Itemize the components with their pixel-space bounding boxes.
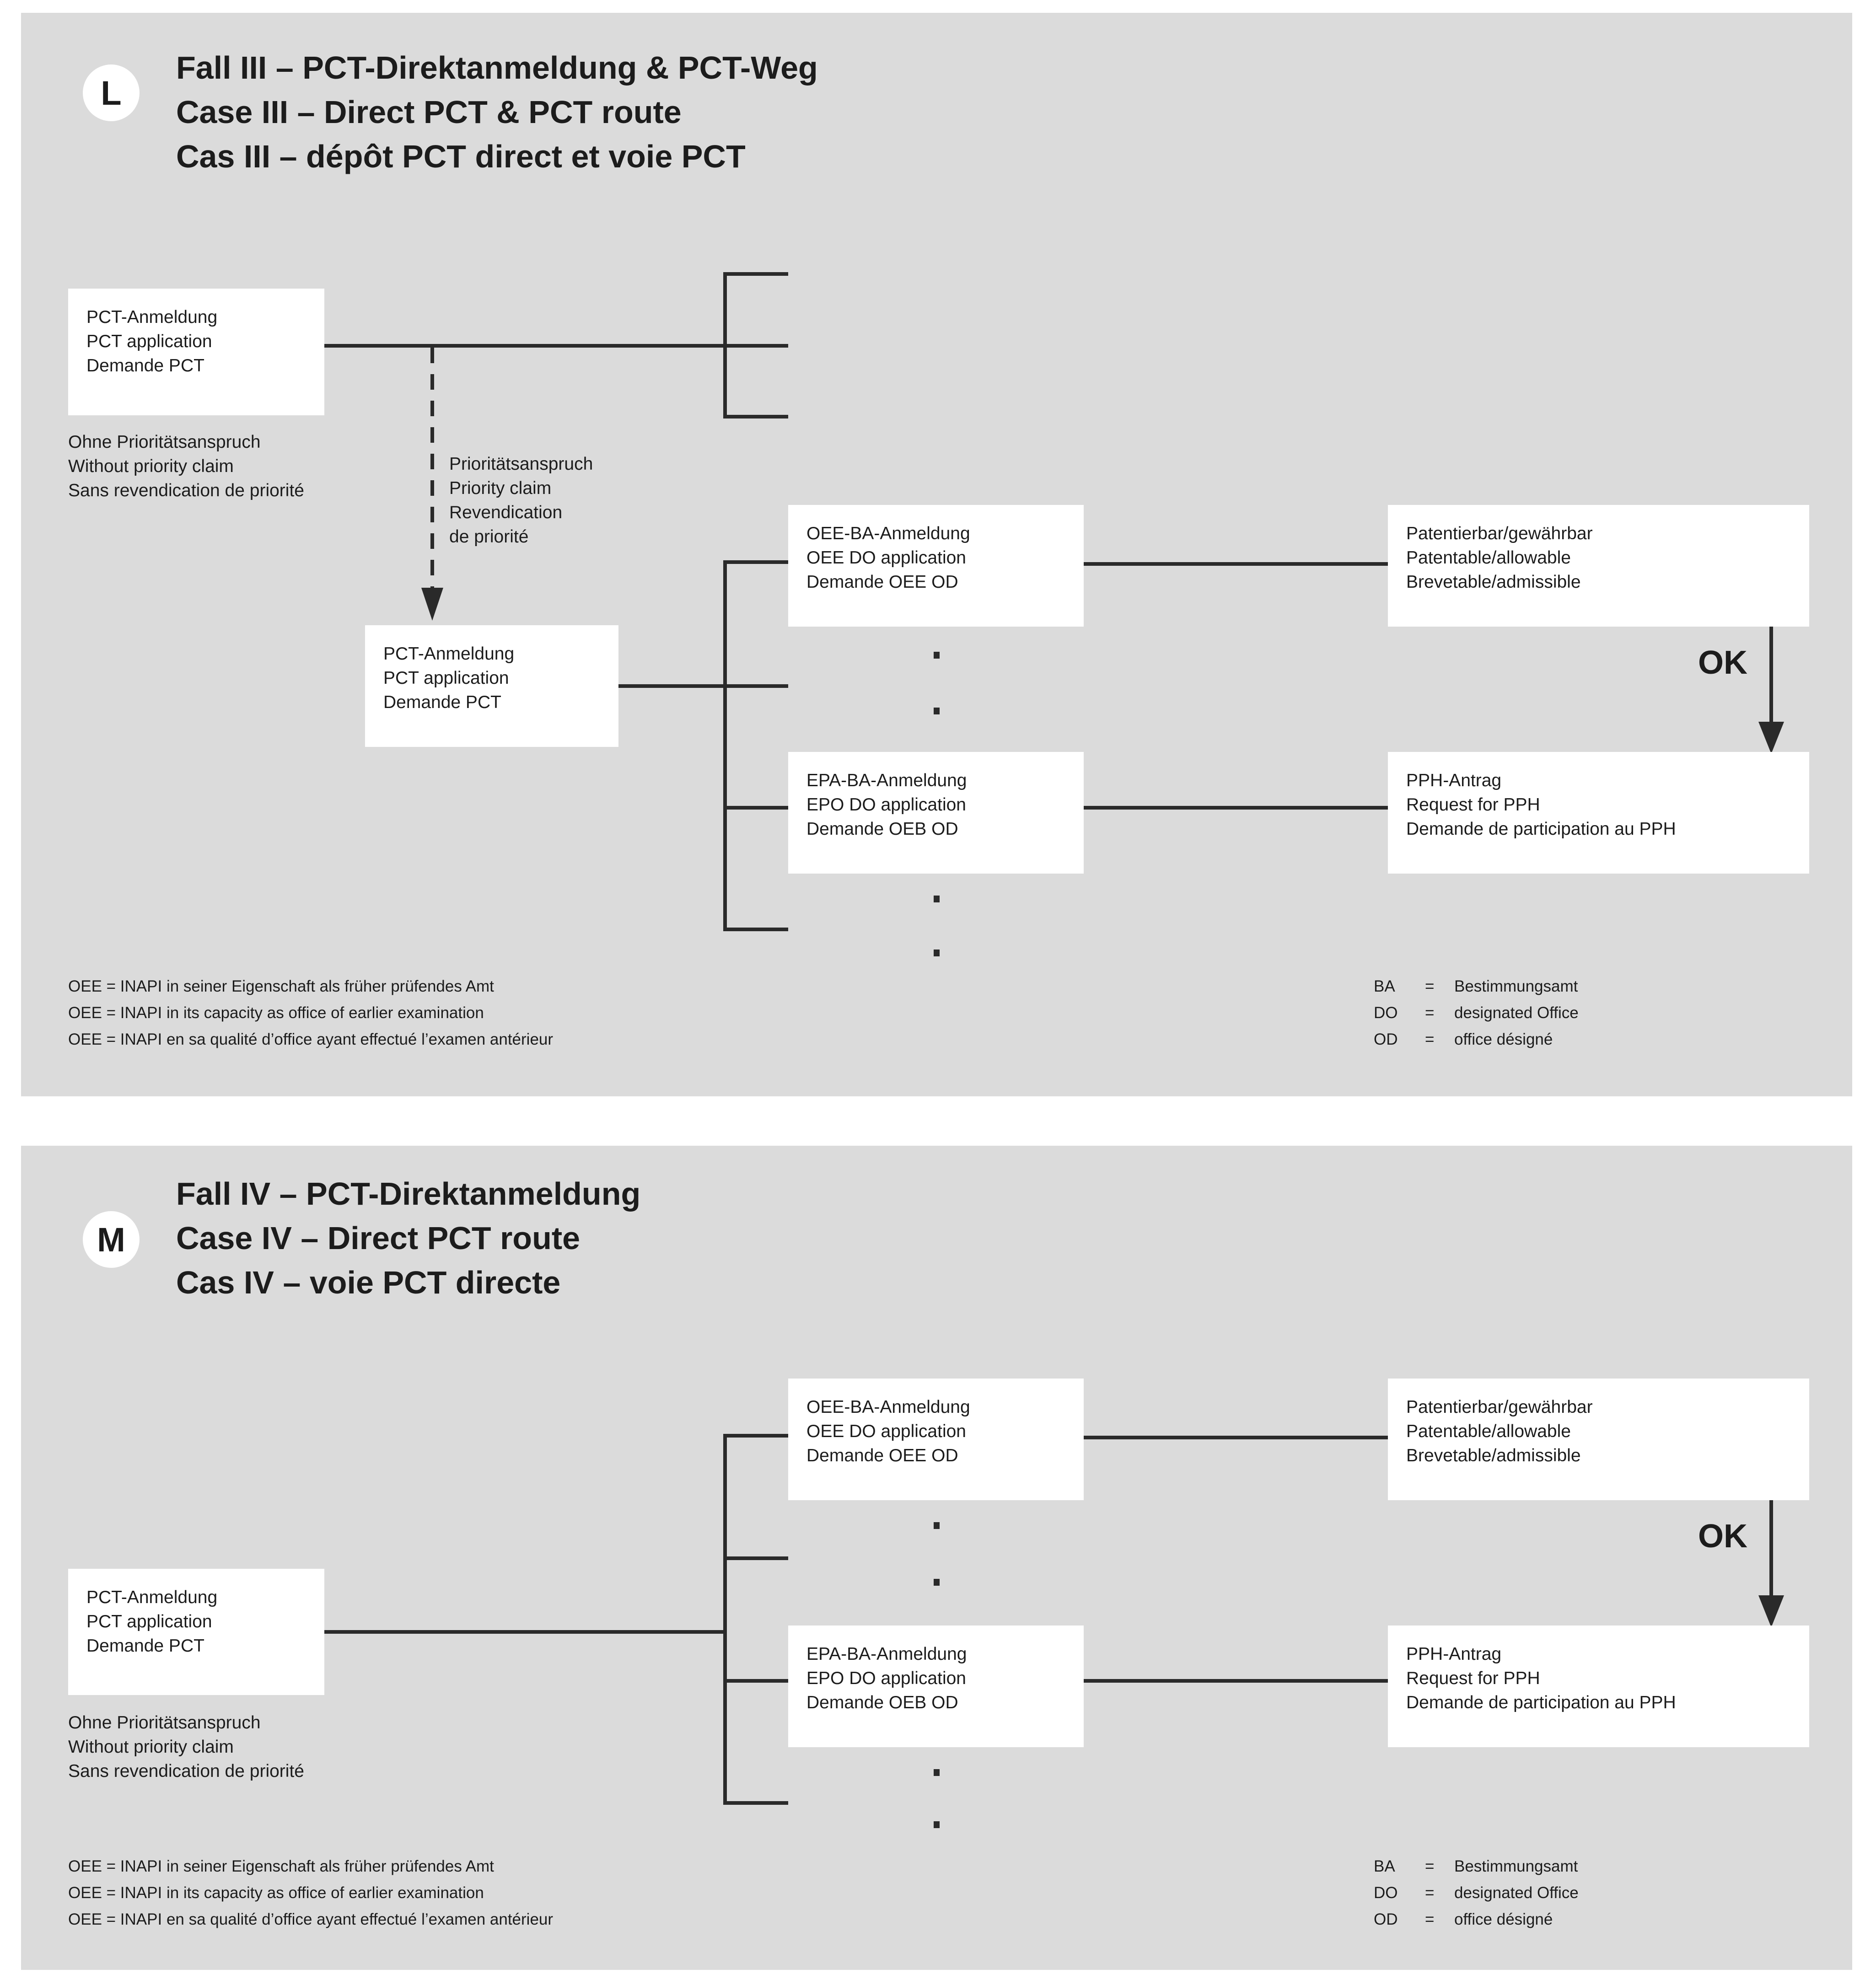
title-line-fr: Cas III – dépôt PCT direct et voie PCT [176, 139, 746, 174]
abbr: DO [1374, 1884, 1398, 1902]
equals-sign: = [1425, 1910, 1435, 1928]
text-line: Patentierbar/gewährbar [1406, 1397, 1593, 1417]
patentable-box-l [1388, 505, 1809, 627]
oee-do-application-box-l [788, 505, 1084, 627]
do-bracket-stub-bottom [723, 928, 788, 931]
connector-oee-to-patentable-m [1084, 1436, 1388, 1439]
text-line: Demande OEE OD [806, 572, 958, 592]
text-line: Patentable/allowable [1406, 1422, 1571, 1441]
footnote-row [1374, 1853, 1579, 1880]
text-line: Demande PCT [383, 692, 501, 712]
title-line-en: Case IV – Direct PCT route [176, 1220, 581, 1256]
do-bracket-stub-epa [723, 806, 788, 810]
do-bracket-stub-epa-m [723, 1679, 788, 1683]
abbr: OD [1374, 1910, 1398, 1928]
text-line: EPO DO application [806, 1668, 967, 1688]
ellipsis-dot [934, 1579, 940, 1586]
text-line: Ohne Prioritätsanspruch [68, 432, 261, 452]
ellipsis-dot [934, 1769, 940, 1776]
footnotes-oee-m [68, 1853, 553, 1933]
priority-claim-dashed-arrow [430, 348, 434, 588]
footnote-line: OEE = INAPI in its capacity as office of earlier examination [68, 1884, 484, 1902]
footnotes-abbr-m [1374, 1853, 1579, 1933]
text-line: OEE-BA-Anmeldung [806, 1397, 970, 1417]
equals-sign: = [1425, 1004, 1435, 1022]
panel-l-title [176, 46, 818, 179]
patentable-box-m [1388, 1379, 1809, 1500]
ok-arrow-line-l [1769, 627, 1773, 724]
footnote-row [1374, 1880, 1579, 1906]
fanout-bracket-top [723, 272, 727, 418]
text-line: Brevetable/admissible [1406, 1446, 1581, 1465]
footnote-row [1374, 1026, 1579, 1053]
priority-claim-arrowhead [421, 588, 443, 621]
text-line: PPH-Antrag [1406, 771, 1502, 790]
text-line: Demande OEE OD [806, 1446, 958, 1465]
abbr: DO [1374, 1004, 1398, 1022]
do-bracket-l [723, 560, 727, 931]
title-line-de: Fall IV – PCT-Direktanmeldung [176, 1176, 641, 1212]
do-bracket-stub-oee [723, 560, 788, 564]
connector-epa-to-pph-m [1084, 1679, 1388, 1683]
pph-request-box-l [1388, 752, 1809, 874]
footnote-line: OEE = INAPI in seiner Eigenschaft als früher prüfendes Amt [68, 1857, 494, 1875]
text-line: PPH-Antrag [1406, 1644, 1502, 1664]
text-line: PCT application [86, 1612, 212, 1631]
do-bracket-stub-bottom-m [723, 1801, 788, 1805]
text-line: de priorité [449, 527, 529, 547]
equals-sign: = [1425, 977, 1435, 995]
equals-sign: = [1425, 1857, 1435, 1875]
footnote-line: OEE = INAPI in seiner Eigenschaft als früher prüfendes Amt [68, 977, 494, 995]
text-line: Request for PPH [1406, 1668, 1540, 1688]
epo-do-application-box-l [788, 752, 1084, 874]
pct-application-box-filed [365, 625, 618, 747]
fanout-stub-bottom [723, 415, 788, 418]
text-line: OEE-BA-Anmeldung [806, 524, 970, 543]
ellipsis-dot [934, 896, 940, 902]
ok-arrowhead-l [1758, 722, 1784, 754]
text-line: EPA-BA-Anmeldung [806, 1644, 967, 1664]
connector-epa-to-pph-l [1084, 806, 1388, 810]
priority-claim-label [449, 452, 593, 549]
text-line: PCT application [383, 668, 509, 688]
title-line-de: Fall III – PCT-Direktanmeldung & PCT-Weg [176, 50, 818, 86]
pct-application-box-m [68, 1569, 324, 1695]
text-line: Demande OEB OD [806, 819, 958, 839]
epo-do-application-box-m [788, 1626, 1084, 1747]
text-line: Patentable/allowable [1406, 548, 1571, 568]
panel-m-title [176, 1172, 640, 1305]
ok-arrow-line-m [1769, 1500, 1773, 1597]
ellipsis-dot [934, 950, 940, 956]
text-line: OEE DO application [806, 1422, 967, 1441]
text-line: Prioritätsanspruch [449, 454, 593, 474]
text-line: Demande de participation au PPH [1406, 1693, 1676, 1712]
without-priority-note-l [68, 430, 304, 503]
abbr: OD [1374, 1030, 1398, 1048]
text-line: Demande de participation au PPH [1406, 819, 1676, 839]
footnotes-abbr-l [1374, 973, 1579, 1053]
text-line: PCT-Anmeldung [86, 307, 218, 327]
abbr-term: office désigné [1454, 1910, 1553, 1928]
footnote-line: OEE = INAPI en sa qualité d’office ayant effectué l’examen antérieur [68, 1030, 554, 1048]
ok-label-m [1642, 1518, 1747, 1555]
abbr-term: office désigné [1454, 1030, 1553, 1048]
text-line: Demande PCT [86, 356, 204, 376]
text-line: Priority claim [449, 478, 552, 498]
badge-l [83, 64, 140, 121]
footnote-line: OEE = INAPI en sa qualité d’office ayant effectué l’examen antérieur [68, 1910, 554, 1928]
text-line: Revendication [449, 503, 563, 522]
title-line-en: Case III – Direct PCT & PCT route [176, 94, 682, 130]
badge-m [83, 1211, 140, 1268]
text-line: EPA-BA-Anmeldung [806, 771, 967, 790]
text-line: Without priority claim [68, 1737, 234, 1757]
text-line: Request for PPH [1406, 795, 1540, 815]
abbr-term: Bestimmungsamt [1454, 977, 1578, 995]
equals-sign: = [1425, 1030, 1435, 1048]
text-line: EPO DO application [806, 795, 967, 815]
do-bracket-stub-oee-m [723, 1434, 788, 1438]
text-line: PCT-Anmeldung [86, 1588, 218, 1607]
connector-pct-to-do-bracket [618, 684, 788, 688]
badge-l-letter: L [101, 74, 122, 112]
text-line: Brevetable/admissible [1406, 572, 1581, 592]
connector-oee-to-patentable-l [1084, 562, 1388, 566]
ok-arrowhead-m [1758, 1595, 1784, 1627]
text-line: Patentierbar/gewährbar [1406, 524, 1593, 543]
oee-do-application-box-m [788, 1379, 1084, 1500]
text-line: PCT-Anmeldung [383, 644, 515, 664]
abbr: BA [1374, 977, 1395, 995]
text-line: Demande OEB OD [806, 1693, 958, 1712]
equals-sign: = [1425, 1884, 1435, 1902]
fanout-stub-top [723, 272, 788, 276]
footnote-row [1374, 973, 1579, 1000]
ellipsis-dot [934, 1821, 940, 1828]
footnote-line: OEE = INAPI in its capacity as office of earlier examination [68, 1004, 484, 1022]
do-bracket-stub-middle-m [723, 1556, 788, 1560]
abbr-term: Bestimmungsamt [1454, 1857, 1578, 1875]
connector-pct-to-offices [324, 344, 788, 348]
pph-request-box-m [1388, 1626, 1809, 1747]
ok-text: OK [1698, 644, 1747, 681]
do-bracket-m [723, 1434, 727, 1805]
text-line: PCT application [86, 332, 212, 351]
text-line: Ohne Prioritätsanspruch [68, 1713, 261, 1733]
abbr-term: designated Office [1454, 1884, 1579, 1902]
text-line: Without priority claim [68, 456, 234, 476]
text-line: Sans revendication de priorité [68, 481, 304, 500]
footnote-row [1374, 1000, 1579, 1026]
connector-pct-to-do-bracket-m [324, 1630, 727, 1634]
footnote-row [1374, 1906, 1579, 1933]
title-line-fr: Cas IV – voie PCT directe [176, 1265, 561, 1300]
badge-m-letter: M [97, 1220, 125, 1259]
text-line: Sans revendication de priorité [68, 1761, 304, 1781]
ellipsis-dot [934, 652, 940, 659]
abbr: BA [1374, 1857, 1395, 1875]
ellipsis-dot [934, 1522, 940, 1529]
text-line: OEE DO application [806, 548, 967, 568]
footnotes-oee-l [68, 973, 553, 1053]
without-priority-note-m [68, 1711, 304, 1783]
text-line: Demande PCT [86, 1636, 204, 1656]
abbr-term: designated Office [1454, 1004, 1579, 1022]
ok-text: OK [1698, 1518, 1747, 1555]
ellipsis-dot [934, 708, 940, 714]
ok-label-l [1642, 644, 1747, 681]
pct-application-box-initial [68, 289, 324, 415]
